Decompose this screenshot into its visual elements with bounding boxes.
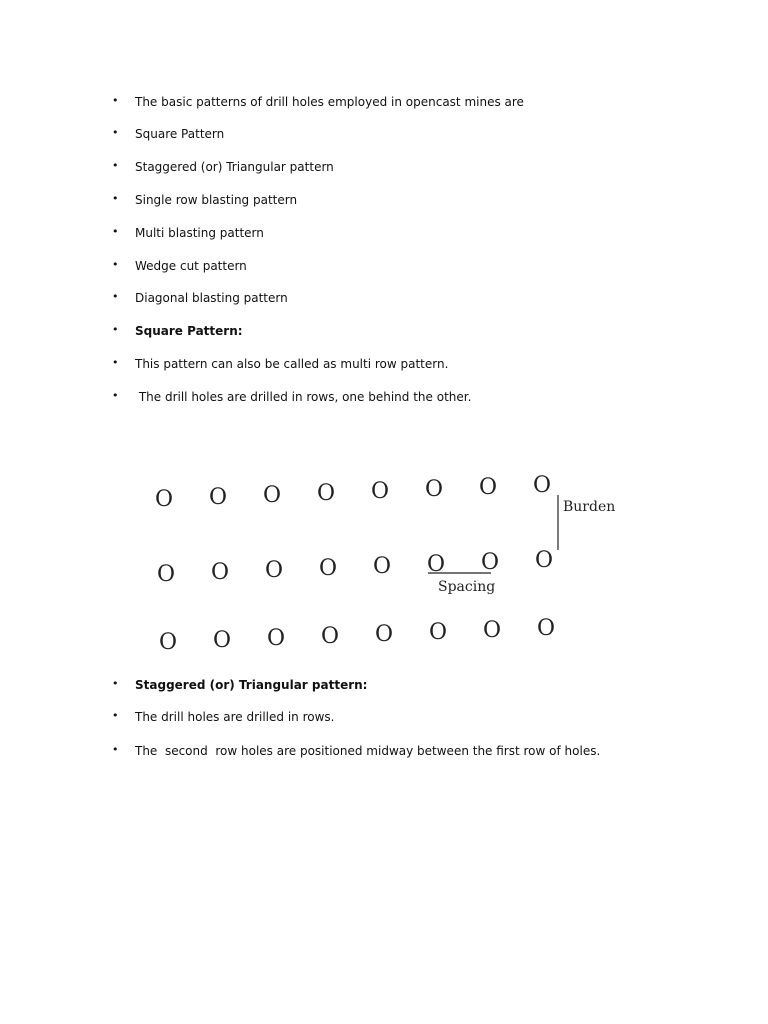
bullet-text: Wedge cut pattern	[135, 259, 247, 273]
bullet-text: The second row holes are positioned midway between the first row of holes.	[135, 744, 601, 758]
drill-hole: O	[483, 618, 502, 643]
spacing-label: Spacing	[438, 579, 496, 595]
drill-hole: O	[211, 560, 230, 585]
drill-hole: O	[321, 624, 340, 649]
bullet-dot: •	[112, 258, 119, 271]
bullet-text: Square Pattern:	[135, 324, 243, 338]
drill-holes	[155, 473, 555, 655]
bullet-text: Staggered (or) Triangular pattern:	[135, 678, 368, 692]
drill-hole: O	[537, 616, 556, 641]
drill-hole: O	[533, 473, 552, 498]
bullet-dot: •	[112, 94, 119, 107]
drill-hole: O	[155, 487, 174, 512]
bullet-text: Multi blasting pattern	[135, 226, 264, 240]
drill-hole: O	[479, 475, 498, 500]
bullet-text: Staggered (or) Triangular pattern	[135, 160, 334, 174]
bullet-dot: •	[112, 192, 119, 205]
drill-hole: O	[535, 548, 554, 573]
bullet-text: The drill holes are drilled in rows.	[135, 710, 335, 724]
drill-hole: O	[159, 630, 178, 655]
bullet-text: This pattern can also be called as multi row pattern.	[135, 357, 449, 371]
drill-hole: O	[429, 620, 448, 645]
drill-hole: O	[157, 562, 176, 587]
drill-hole: O	[265, 558, 284, 583]
bullet-dot: •	[112, 743, 119, 756]
drill-hole: O	[425, 477, 444, 502]
drill-hole: O	[319, 556, 338, 581]
bullet-dot: •	[112, 389, 119, 402]
bullet-dot: •	[112, 709, 119, 722]
burden-label: Burden	[563, 499, 616, 515]
drill-hole: O	[481, 550, 500, 575]
bullet-text: The basic patterns of drill holes employed in opencast mines are	[135, 95, 524, 109]
square-pattern-diagram	[140, 440, 620, 665]
bullet-text: The drill holes are drilled in rows, one behind the other.	[135, 390, 472, 404]
drill-hole: O	[209, 485, 228, 510]
bullet-text: Single row blasting pattern	[135, 193, 298, 207]
drill-hole: O	[427, 552, 446, 577]
bullet-dot: •	[112, 356, 119, 369]
drill-hole: O	[213, 628, 232, 653]
bullet-dot: •	[112, 323, 119, 336]
bullet-dot: •	[112, 126, 119, 139]
drill-hole: O	[263, 483, 282, 508]
drill-hole: O	[267, 626, 286, 651]
bullet-text: Square Pattern	[135, 127, 225, 141]
drill-hole: O	[317, 481, 336, 506]
bullet-dot: •	[112, 290, 119, 303]
bullet-text: Diagonal blasting pattern	[135, 291, 288, 305]
drill-hole: O	[375, 622, 394, 647]
bullet-dot: •	[112, 225, 119, 238]
drill-hole: O	[371, 479, 390, 504]
bullet-dot: •	[112, 159, 119, 172]
bullet-dot: •	[112, 677, 119, 690]
drill-hole: O	[373, 554, 392, 579]
